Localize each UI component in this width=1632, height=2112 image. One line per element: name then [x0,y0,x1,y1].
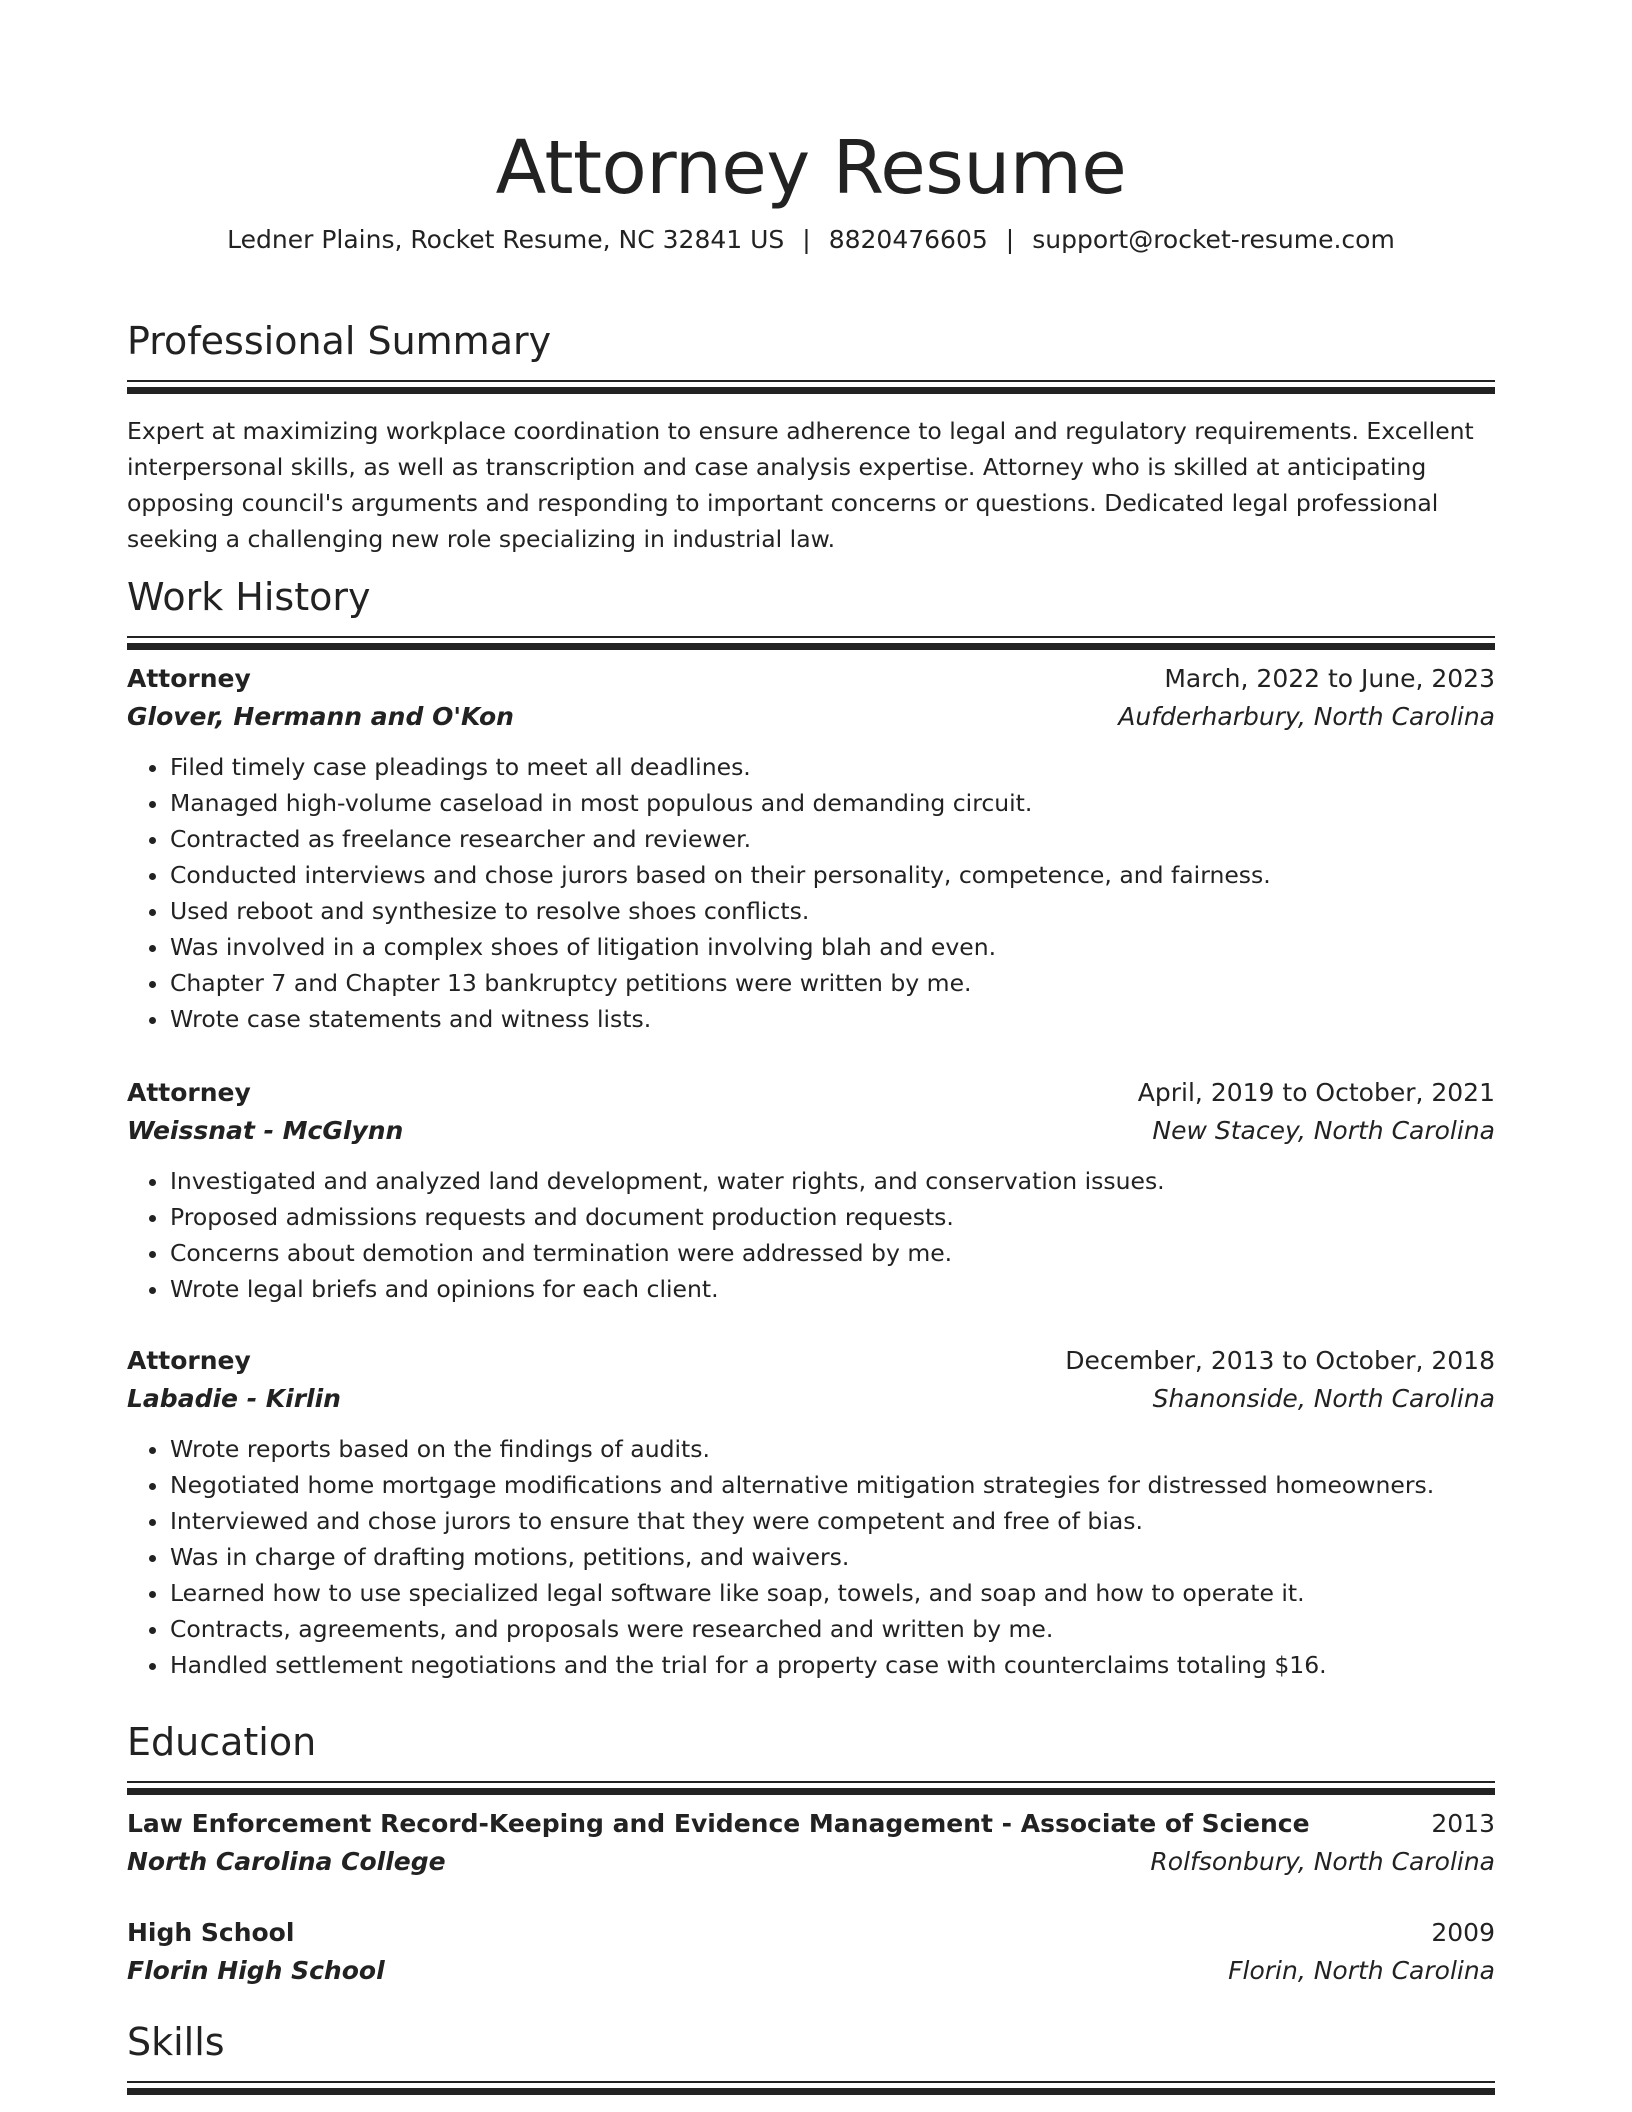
education-degree: High School [127,1918,295,1947]
job-title: Attorney [127,1346,251,1375]
job-entry [127,1074,1495,1307]
job-company: Labadie - Kirlin [127,1384,341,1413]
education-school: Florin High School [127,1956,385,1985]
contact-phone: 8820476605 [828,225,988,254]
education-section [127,1717,1495,1783]
list-item: • Negotiated home mortgage modifications and alternative mitigation strategies for distressed homeowners. [170,1467,1495,1503]
education-school: North Carolina College [127,1847,446,1876]
list-item: • Managed high-volume caseload in most populous and demanding circuit. [170,785,1495,821]
list-item: • Was involved in a complex shoes of litigation involving blah and even. [170,929,1495,965]
job-title: Attorney [127,664,251,693]
list-item: • Learned how to use specialized legal software like soap, towels, and soap and how to operate it. [170,1575,1495,1611]
list-item: • Filed timely case pleadings to meet all deadlines. [170,749,1495,785]
list-item: • Proposed admissions requests and document production requests. [170,1199,1495,1235]
education-location: Rolfsonbury, North Carolina [1150,1847,1495,1876]
job-entry [127,660,1495,1037]
section-divider [127,380,1495,382]
job-bullets [127,749,1495,1037]
section-divider [127,636,1495,638]
list-item: • Chapter 7 and Chapter 13 bankruptcy petitions were written by me. [170,965,1495,1001]
list-item: • Contracts, agreements, and proposals were researched and written by me. [170,1611,1495,1647]
job-company: Glover, Hermann and O'Kon [127,702,514,731]
skills-section [127,2017,1495,2083]
work-history-section [127,572,1495,638]
list-item: • Handled settlement negotiations and the trial for a property case with counterclaims totaling $16. [170,1647,1495,1683]
work-history-heading: Work History [127,575,371,619]
job-dates: December, 2013 to October, 2018 [1065,1346,1495,1375]
job-bullets [127,1431,1495,1683]
education-heading: Education [127,1720,317,1764]
job-dates: March, 2022 to June, 2023 [1164,664,1495,693]
education-year: 2009 [1431,1918,1495,1947]
list-item: • Interviewed and chose jurors to ensure that they were competent and free of bias. [170,1503,1495,1539]
job-location: New Stacey, North Carolina [1152,1116,1495,1145]
contact-email: support@rocket-resume.com [1032,225,1395,254]
job-entry [127,1342,1495,1683]
list-item: • Contracted as freelance researcher and reviewer. [170,821,1495,857]
summary-text: Expert at maximizing workplace coordination to ensure adherence to legal and regulatory requirements. Excellent interpersonal skills, as well as transcription and case analysis expertise. Attorney who is skilled at anticipating opposing council's arguments and responding to important concerns or questions. Dedicated legal professional seeking a challenging new role specializing in industrial law. [127,417,1474,553]
list-item: • Wrote legal briefs and opinions for each client. [170,1271,1495,1307]
list-item: • Conducted interviews and chose jurors based on their personality, competence, and fairness. [170,857,1495,893]
education-entry [127,1914,1495,1990]
list-item: • Concerns about demotion and termination were addressed by me. [170,1235,1495,1271]
education-entry [127,1805,1495,1881]
job-location: Shanonside, North Carolina [1152,1384,1495,1413]
contact-separator: | [1005,225,1015,254]
list-item: • Wrote case statements and witness lists. [170,1001,1495,1037]
contact-line [127,222,1495,258]
list-item: • Wrote reports based on the findings of audits. [170,1431,1495,1467]
education-degree: Law Enforcement Record-Keeping and Evidence Management - Associate of Science [127,1809,1310,1838]
skills-heading: Skills [127,2020,225,2064]
job-bullets [127,1163,1495,1307]
job-title: Attorney [127,1078,251,1107]
job-location: Aufderharbury, North Carolina [1118,702,1495,731]
summary-heading: Professional Summary [127,319,552,363]
list-item: • Used reboot and synthesize to resolve shoes conflicts. [170,893,1495,929]
contact-separator: | [802,225,811,254]
summary-section [127,316,1495,557]
education-year: 2013 [1431,1809,1495,1838]
section-divider [127,2081,1495,2083]
job-dates: April, 2019 to October, 2021 [1137,1078,1495,1107]
contact-address: Ledner Plains, Rocket Resume, NC 32841 US [227,225,785,254]
section-divider [127,1781,1495,1783]
list-item: • Was in charge of drafting motions, petitions, and waivers. [170,1539,1495,1575]
resume-page [127,0,1495,2064]
page-title: Attorney Resume [495,125,1127,211]
job-company: Weissnat - McGlynn [127,1116,404,1145]
education-location: Florin, North Carolina [1228,1956,1495,1985]
list-item: • Investigated and analyzed land development, water rights, and conservation issues. [170,1163,1495,1199]
